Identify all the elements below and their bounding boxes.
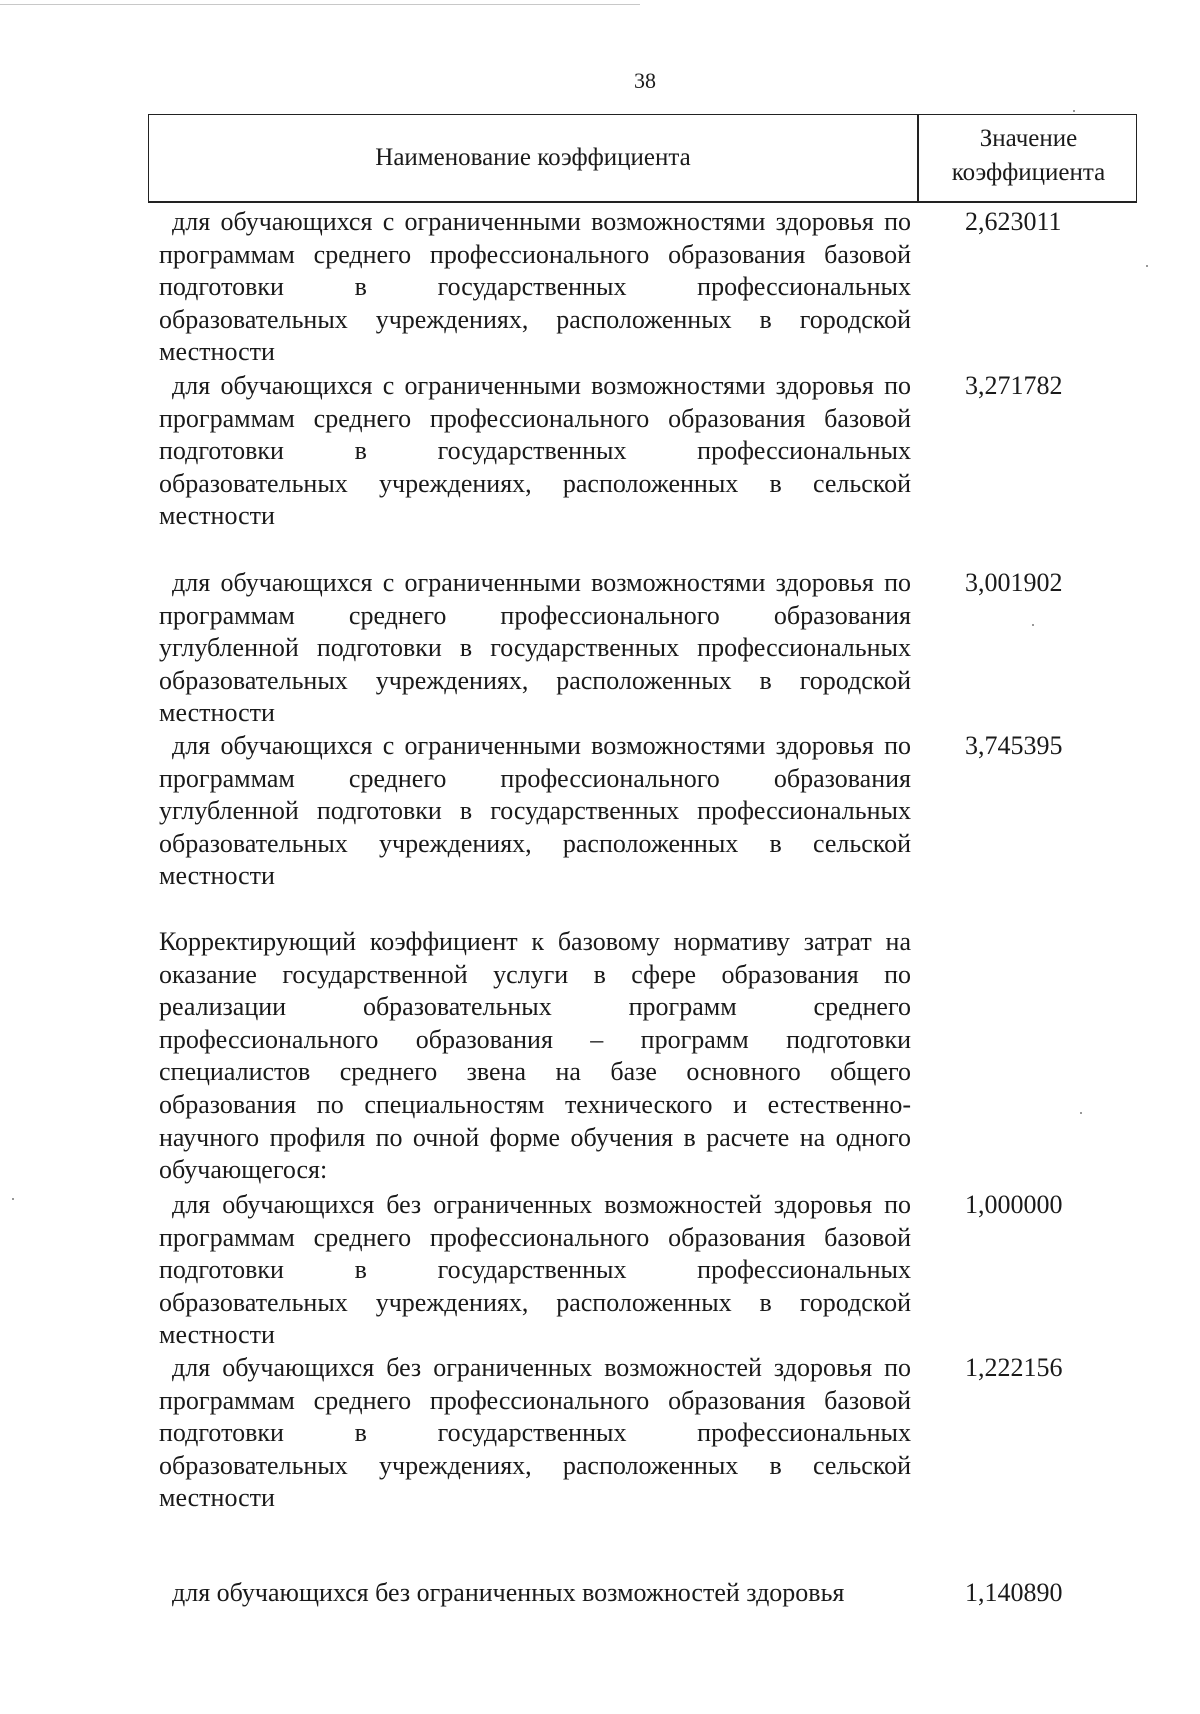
coefficient-name-text: для обучающихся без ограниченных возможностей здоровья по программам среднего профессионального образования базовой подготовки в государственных профессиональных образовательных учреждениях, расположенных в городской местности [159,1190,911,1350]
coefficient-value: 1,000000 [965,1190,1063,1219]
scan-speck [1073,110,1075,112]
coefficient-name-text: для обучающихся с ограниченными возможностями здоровья по программам среднего профессионального образования углубленной подготовки в государственных профессиональных образовательных учреждениях, расположенных в сельской местности [159,731,911,891]
scan-edge-line [0,4,640,5]
scan-speck [12,1198,14,1200]
header-bottom-rule [148,201,1137,203]
coefficient-value: 3,745395 [965,731,1063,760]
coefficient-value: 1,222156 [965,1353,1063,1382]
coefficient-name-text: для обучающихся без ограниченных возможностей здоровья [172,1578,845,1607]
coefficient-value: 1,140890 [965,1578,1063,1607]
coefficient-name-text: для обучающихся с ограниченными возможностями здоровья по программам среднего профессионального образования углубленной подготовки в государственных профессиональных образовательных учреждениях, расположенных в городской местности [159,568,911,728]
coefficient-value: 2,623011 [965,207,1062,236]
header-coefficient-value [920,122,1137,190]
header-value-line1: Значение [979,125,1078,152]
section-paragraph: Корректирующий коэффициент к базовому нормативу затрат на оказание государственной услуги в сфере образования по реализации образовательных программ среднего профессионального образования – программ подготовки специалистов среднего звена на базе основного общего образования по специальностям технического и естественно-научного профиля по очной форме обучения в расчете на одного обучающегося: [159,927,911,1185]
coefficient-value: 3,001902 [965,568,1063,597]
coefficient-value: 3,271782 [965,371,1063,400]
scan-speck [1146,265,1148,267]
header-value-line2: коэффициента [951,159,1106,186]
scan-speck [1032,624,1034,626]
page-number: 38 [634,68,656,93]
header-coefficient-name: Наименование коэффициента [375,144,691,171]
scan-speck [1080,1112,1082,1114]
coefficient-name-text: для обучающихся без ограниченных возможностей здоровья по программам среднего профессионального образования базовой подготовки в государственных профессиональных образовательных учреждениях, расположенных в сельской местности [159,1353,911,1513]
coefficient-name-text: для обучающихся с ограниченными возможностями здоровья по программам среднего профессионального образования базовой подготовки в государственных профессиональных образовательных учреждениях, расположенных в сельской местности [159,371,911,531]
coefficient-name-text: для обучающихся с ограниченными возможностями здоровья по программам среднего профессионального образования базовой подготовки в государственных профессиональных образовательных учреждениях, расположенных в городской местности [159,207,911,367]
